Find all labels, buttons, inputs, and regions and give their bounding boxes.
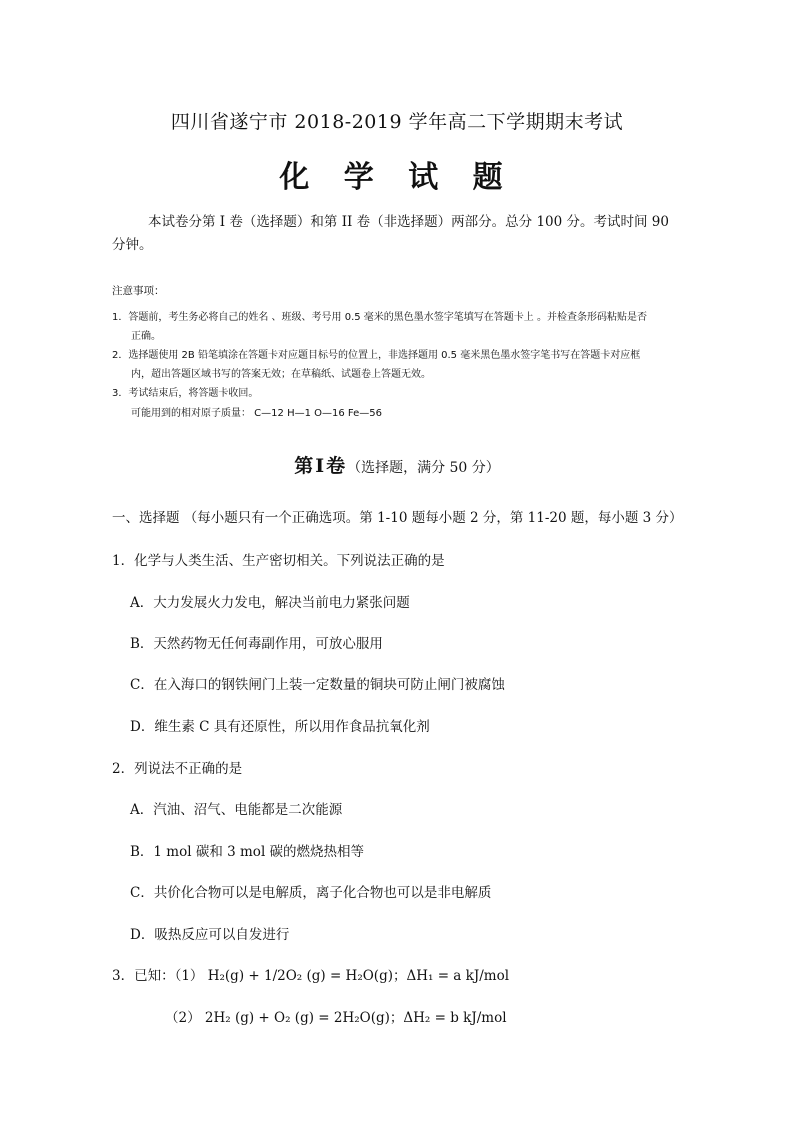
question-1-option-b: B．天然药物无任何毒副作用，可放心服用 [130, 636, 383, 652]
section-heading-main: 第Ⅰ卷 [294, 455, 348, 477]
question-2-stem: 2．列说法不正确的是 [112, 761, 243, 777]
question-1-stem: 1．化学与人类生活、生产密切相关。下列说法正确的是 [112, 553, 445, 569]
question-1-option-d: D．维生素 C 具有还原性，所以用作食品抗氧化剂 [130, 719, 430, 735]
atomic-mass-line: 可能用到的相对原子质量： C—12 H—1 O—16 Fe—56 [131, 408, 382, 419]
section-heading [0, 451, 794, 478]
equation-1: H₂(g) + 1/2O₂ (g) = H₂O(g)；ΔH₁ = a kJ/mol [207, 968, 510, 984]
question-1-option-c: C．在入海口的钢铁闸门上装一定数量的铜块可防止闸门被腐蚀 [130, 677, 505, 693]
note-item-2: 2．选择题使用 2B 铅笔填涂在答题卡对应题目标号的位置上，非选择题用 0.5 毫米黑色墨水签字笔书写在答题卡对应框 [112, 350, 641, 361]
instructions: 一、选择题 （每小题只有一个正确选项。第 1-10 题每小题 2 分，第 11-20 题，每小题 3 分） [112, 510, 683, 526]
equation-2: 2H₂ (g) + O₂ (g) = 2H₂O(g)；ΔH₂ = b kJ/mol [204, 1010, 507, 1026]
question-2-option-b: B．1 mol 碳和 3 mol 碳的燃烧热相等 [130, 844, 365, 860]
question-3-label: 3．已知：（1） [112, 968, 204, 984]
question-3-line-2 [165, 1006, 507, 1026]
equation-2-label: （2） [165, 1010, 201, 1026]
question-2-option-d: D．吸热反应可以自发进行 [130, 927, 290, 943]
question-3-stem [112, 964, 509, 984]
page-title: 化 学 试 题 [279, 160, 515, 195]
question-2-option-c: C．共价化合物可以是电解质，离子化合物也可以是非电解质 [130, 885, 492, 901]
note-item-2-cont: 内，超出答题区域书写的答案无效；在草稿纸、试题卷上答题无效。 [131, 369, 431, 380]
notes-title: 注意事项： [112, 285, 165, 297]
exam-header: 四川省遂宁市 2018-2019 学年高二下学期期末考试 [170, 111, 624, 133]
note-item-1-cont: 正确。 [131, 331, 161, 342]
note-item-1: 1．答题前，考生务必将自己的姓名 、班级、考号用 0.5 毫米的黑色墨水签字笔填写在答题卡上 。并检查条形码粘贴是否 [112, 312, 647, 323]
intro-paragraph: 本试卷分第 I 卷（选择题）和第 II 卷（非选择题）两部分。总分 100 分。考试时间 90 分钟。 [112, 214, 669, 253]
question-2-option-a: A．汽油、沼气、电能都是二次能源 [130, 802, 343, 818]
section-heading-sub: （选择题，满分 50 分） [347, 460, 500, 476]
question-1-option-a: A．大力发展火力发电，解决当前电力紧张问题 [130, 595, 410, 611]
note-item-3: 3．考试结束后，将答题卡收回。 [112, 388, 259, 399]
